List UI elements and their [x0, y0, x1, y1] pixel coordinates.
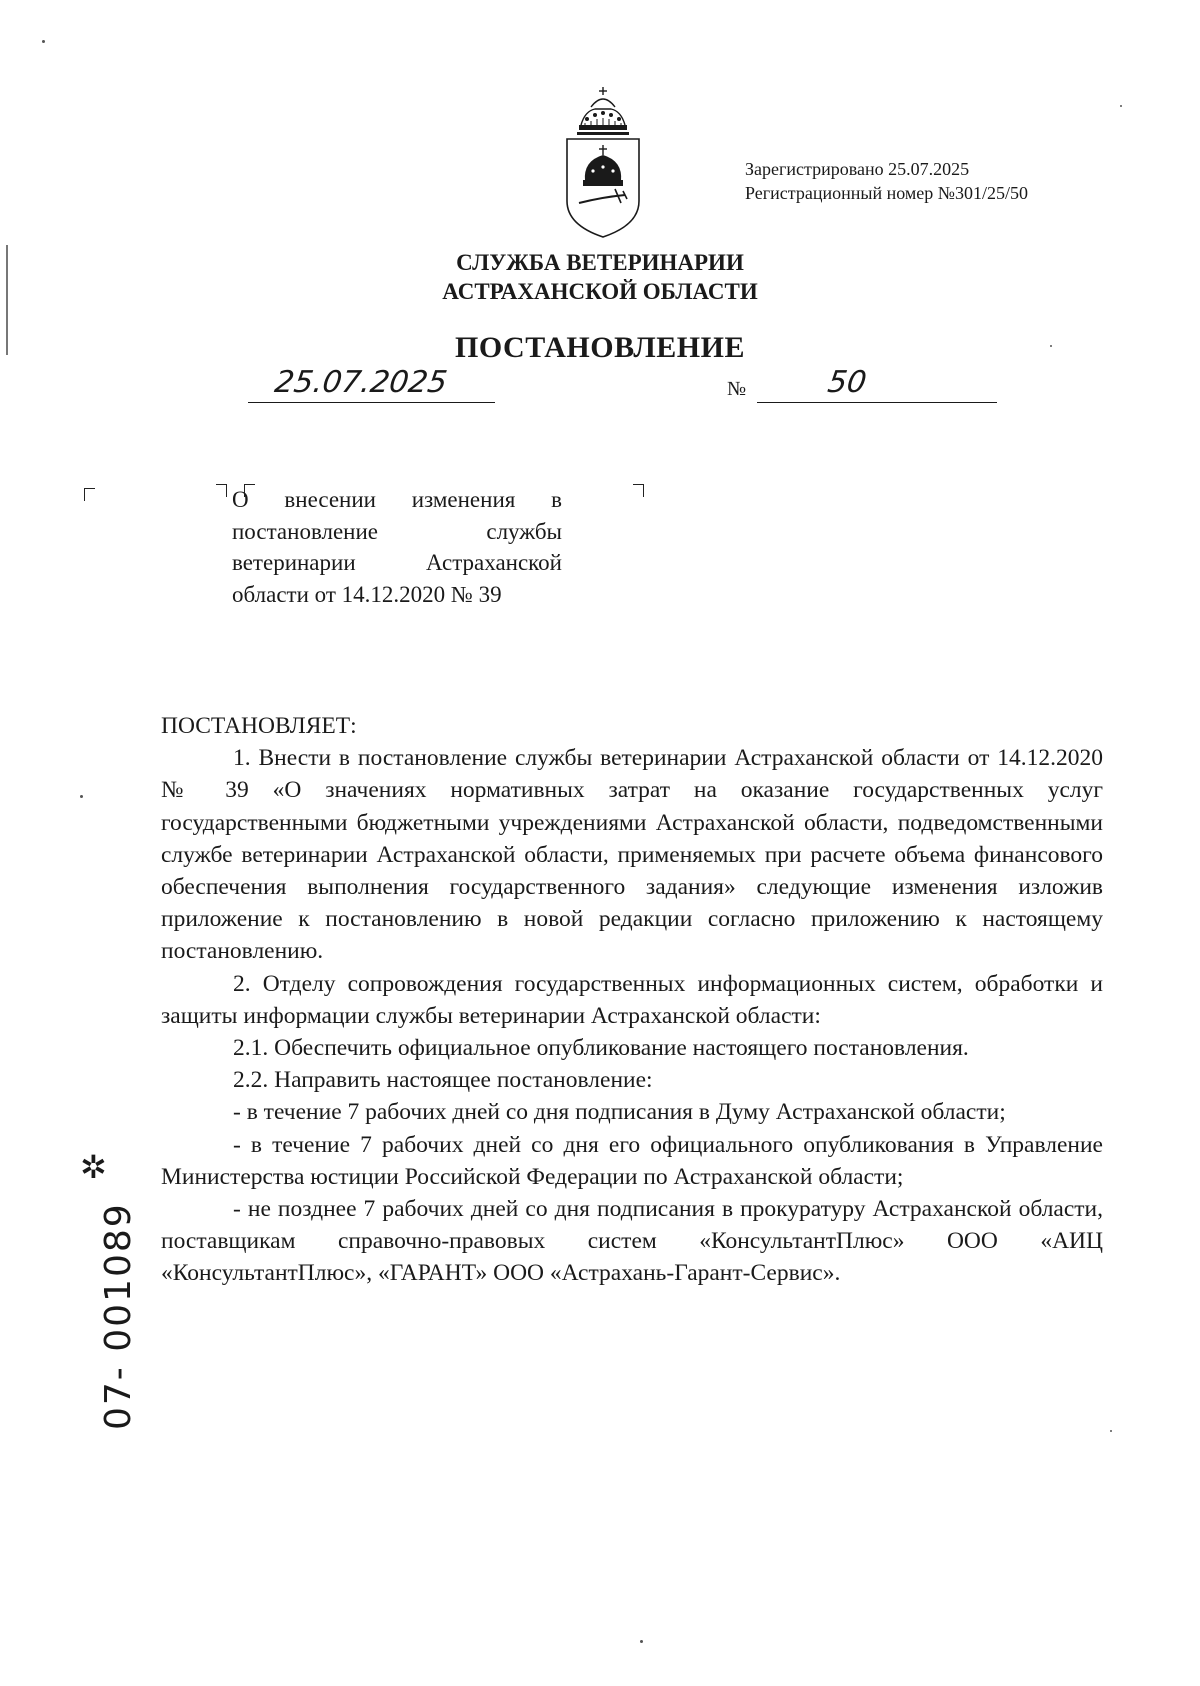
handwritten-date: 25.07.2025	[272, 365, 450, 400]
coat-of-arms-emblem	[563, 85, 643, 239]
subject-bracket-mid-left	[216, 484, 227, 497]
document-subject: О внесении изменения в постановление службы ветеринарии Астраханской области от 14.12.2020 № 39	[232, 487, 562, 607]
date-underline	[248, 402, 495, 403]
scan-speck	[640, 1640, 643, 1643]
scan-speck	[1110, 1430, 1112, 1432]
scan-speck	[1120, 105, 1122, 107]
body-paragraph: - в течение 7 рабочих дней со дня его официального опубликования в Управление Министерства юстиции Российской Федерации по Астраханской области;	[161, 1131, 1103, 1190]
subject-bracket-right	[633, 484, 644, 497]
body-paragraph: 2.2. Направить настоящее постановление:	[233, 1067, 653, 1094]
body-paragraph: 1. Внести в постановление службы ветеринарии Астраханской области от 14.12.2020 № 39 «О значениях нормативных затрат на оказание государственных услуг государственными бюджетными учреждениями Астраханской области, подведомственными службе ветеринарии Астраханской области, применяемых при расчете объема финансового обеспечения выполнения государственного задания» следующие изменения изложив приложение к постановлению в новой редакции согласно приложению к настоящему постановлению.	[161, 745, 1103, 965]
registration-stamp	[745, 157, 1028, 205]
scan-edge-mark	[6, 245, 8, 355]
scan-speck	[42, 40, 45, 43]
side-registration-number: 07- 001089	[98, 1202, 139, 1430]
organization-name	[0, 248, 1200, 306]
number-underline	[757, 402, 997, 403]
document-type-title: ПОСТАНОВЛЕНИЕ	[455, 331, 745, 364]
side-asterisk-mark: ✲	[80, 1148, 107, 1186]
document-body	[161, 710, 1103, 1290]
body-paragraph: - в течение 7 рабочих дней со дня подписания в Думу Астраханской области;	[233, 1099, 1006, 1126]
scan-speck	[80, 795, 83, 798]
subject-bracket-left	[84, 488, 95, 501]
registration-number: Регистрационный номер №301/25/50	[745, 183, 1028, 203]
number-label: №	[727, 378, 747, 400]
body-heading: ПОСТАНОВЛЯЕТ:	[161, 713, 357, 739]
body-paragraph: 2.1. Обеспечить официальное опубликование настоящего постановления.	[233, 1035, 969, 1062]
organization-line-2: АСТРАХАНСКОЙ ОБЛАСТИ	[442, 279, 758, 304]
registration-date: Зарегистрировано 25.07.2025	[745, 159, 970, 179]
body-paragraph: 2. Отделу сопровождения государственных информационных систем, обработки и защиты информации службы ветеринарии Астраханской области:	[161, 970, 1103, 1029]
scan-speck	[1050, 345, 1052, 347]
handwritten-number: 50	[825, 365, 869, 400]
organization-line-1: СЛУЖБА ВЕТЕРИНАРИИ	[456, 250, 744, 275]
body-paragraph: - не позднее 7 рабочих дней со дня подписания в прокуратуру Астраханской области, поставщикам справочно-правовых систем «КонсультантПлюс» ООО «АИЦ «КонсультантПлюс», «ГАРАНТ» ООО «Астрахань-Гарант-Сервис».	[161, 1196, 1103, 1287]
